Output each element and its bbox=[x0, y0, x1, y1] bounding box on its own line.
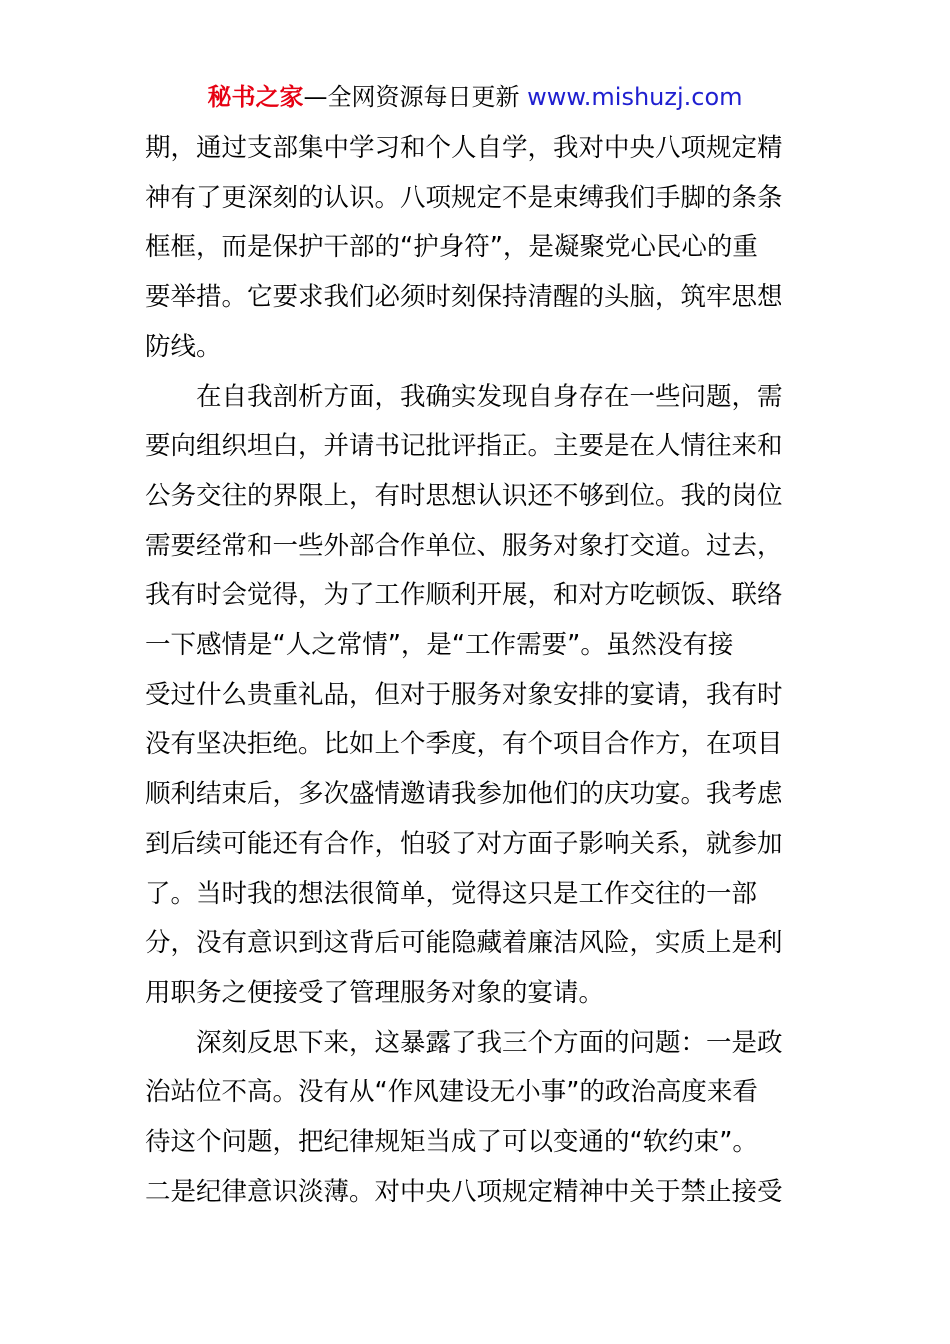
text-line: 待这个问题，把纪律规矩当成了可以变通的“软约束”。 bbox=[145, 1127, 758, 1158]
text-line: 治站位不高。没有从“作风建设无小事”的政治高度来看 bbox=[145, 1077, 758, 1108]
page-header bbox=[0, 80, 950, 114]
site-url[interactable]: www.mishuzj.com bbox=[527, 83, 743, 111]
text-line: 用职务之便接受了管理服务对象的宴请。 bbox=[145, 977, 605, 1008]
text-line: 受过什么贵重礼品，但对于服务对象安排的宴请，我有时 bbox=[145, 679, 783, 710]
text-line: 分，没有意识到这背后可能隐藏着廉洁风险，实质上是利 bbox=[145, 928, 783, 959]
paragraph-start-line: 深刻反思下来，这暴露了我三个方面的问题：一是政 bbox=[196, 1027, 783, 1058]
text-line: 需要经常和一些外部合作单位、服务对象打交道。过去， bbox=[145, 530, 783, 561]
text-line: 我有时会觉得，为了工作顺利开展，和对方吃顿饭、联络 bbox=[145, 580, 783, 611]
text-line: 要举措。它要求我们必须时刻保持清醒的头脑，筑牢思想 bbox=[145, 282, 783, 313]
text-line: 框框，而是保护干部的“护身符”，是凝聚党心民心的重 bbox=[145, 232, 758, 263]
document-body bbox=[145, 124, 810, 1217]
paragraph-start-line: 在自我剖析方面，我确实发现自身存在一些问题，需 bbox=[196, 381, 783, 412]
text-line: 要向组织坦白，并请书记批评指正。主要是在人情往来和 bbox=[145, 431, 783, 462]
site-brand: 秘书之家 bbox=[207, 83, 304, 111]
text-line: 没有坚决拒绝。比如上个季度，有个项目合作方，在项目 bbox=[145, 729, 783, 760]
text-line: 防线。 bbox=[145, 331, 222, 362]
text-line: 神有了更深刻的认识。八项规定不是束缚我们手脚的条条 bbox=[145, 182, 783, 213]
text-line: 期，通过支部集中学习和个人自学，我对中央八项规定精 bbox=[145, 133, 783, 163]
site-tagline: —全网资源每日更新 bbox=[303, 83, 520, 111]
text-line: 顺利结束后，多次盛情邀请我参加他们的庆功宴。我考虑 bbox=[145, 779, 783, 810]
text-line: 了。当时我的想法很简单，觉得这只是工作交往的一部 bbox=[145, 878, 758, 909]
text-line: 到后续可能还有合作，怕驳了对方面子影响关系，就参加 bbox=[145, 828, 783, 859]
text-line: 二是纪律意识淡薄。对中央八项规定精神中关于禁止接受 bbox=[145, 1176, 783, 1207]
text-line: 一下感情是“人之常情”，是“工作需要”。虽然没有接 bbox=[145, 630, 734, 661]
text-line: 公务交往的界限上，有时思想认识还不够到位。我的岗位 bbox=[145, 480, 783, 511]
